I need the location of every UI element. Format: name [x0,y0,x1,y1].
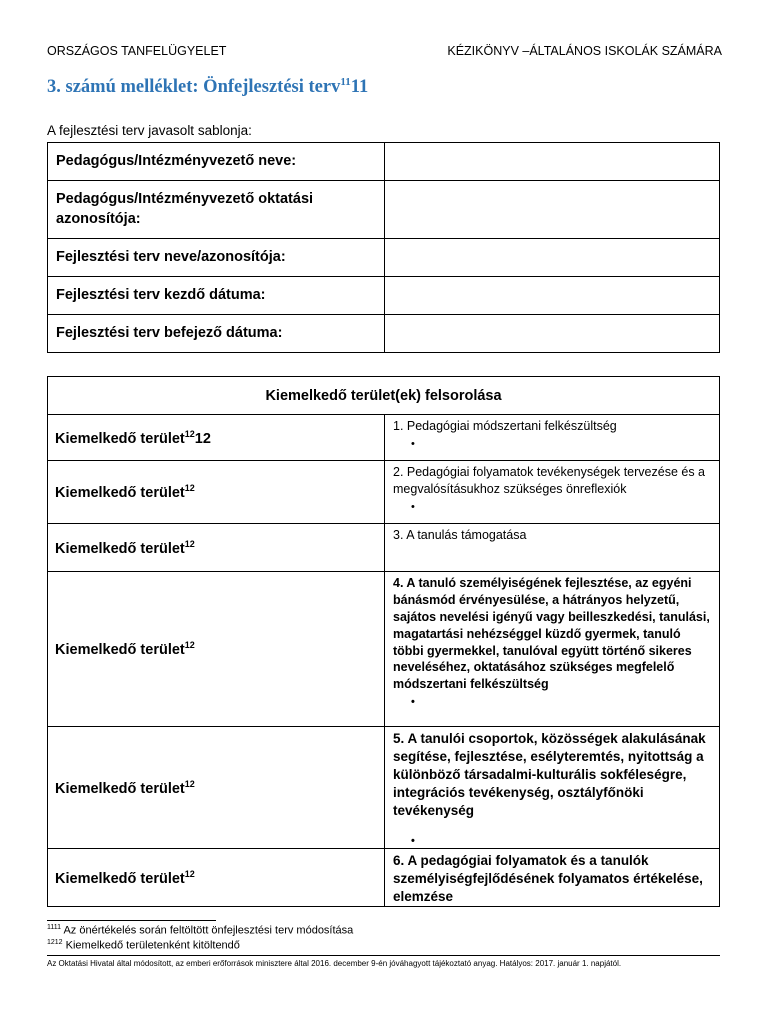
area-label: Kiemelkedő terület$^{12}$ [48,727,385,849]
bullet-icon: • [411,500,415,513]
area-description[interactable]: 1. Pedagógiai módszertani felkészültség • [385,415,720,461]
value-cell[interactable] [385,239,720,277]
area-description[interactable]: 4. A tanuló személyiségének fejlesztése, az egyéni bánásmód érvényesülése, a hátrányos helyzetű, sajátos nevelési igényű vagy beilleszkedési, tanulási, magatartási nehézséggel küzdő gyermek, tanuló többi gyermekkel, tanulóval együtt történő sikeres neveléséhez, oktatásához szükséges megfelelő módszertani felkészültség • [385,572,720,727]
table-row [48,524,720,572]
area-label: Kiemelkedő terület$^{12}$ [48,572,385,727]
footer-separator [47,955,720,956]
bullet-icon: • [411,437,415,450]
table-row [48,143,720,181]
footnote: $^{1111}$ Az önértékelés során feltöltött önfejlesztési terv módosítása [47,924,354,937]
page-footer: Az Oktatási Hivatal által módosított, az emberi erőforrások minisztere által 2016. december 9-én jóváhagyott tájékoztató anyag. Hatályos: 2017. január 1. napjától. [47,959,622,968]
table-row [48,181,720,239]
title-suffix: 11 [350,77,369,98]
row-label: Pedagógus/Intézményvezető neve: [48,143,385,181]
area-description[interactable]: 6. A pedagógiai folyamatok és a tanulók személyiségfejlődésének folyamatos értékelése, elemzése [385,849,720,907]
area-label: Kiemelkedő terület$^{12}$ [48,461,385,524]
row-label: Fejlesztési terv kezdő dátuma: [48,277,385,315]
value-cell[interactable] [385,277,720,315]
table-row [48,849,720,907]
bullet-icon: • [411,696,415,709]
table-row [48,315,720,353]
areas-table [47,376,720,907]
table-row [48,239,720,277]
table-header-row [48,377,720,415]
table-row [48,461,720,524]
table-row [48,415,720,461]
header-right: KÉZIKÖNYV –ÁLTALÁNOS ISKOLÁK SZÁMÁRA [447,44,722,58]
value-cell[interactable] [385,315,720,353]
table-row [48,277,720,315]
area-label: Kiemelkedő terület$^{12}$ [48,524,385,572]
area-description[interactable]: 5. A tanulói csoportok, közösségek alakulásának segítése, fejlesztése, esélyteremtés, nyitottság a különböző társadalmi-kulturális sokféleségre, integrációs tevékenység, osztályfőnöki tevékenység • [385,727,720,849]
row-label: Fejlesztési terv befejező dátuma: [48,315,385,353]
bullet-icon: • [411,834,415,847]
page-title [47,76,368,98]
title-footnote-mark: 11 [340,76,351,88]
table-row [48,572,720,727]
area-description[interactable]: 2. Pedagógiai folyamatok tevékenységek tervezése és a megvalósításukhoz szükséges önreflexiók • [385,461,720,524]
row-label: Pedagógus/Intézményvezető oktatási azonosítója: [48,181,385,239]
table-row [48,727,720,849]
value-cell[interactable] [385,143,720,181]
area-label: Kiemelkedő terület$^{12}$12 [48,415,385,461]
value-cell[interactable] [385,181,720,239]
footnote: $^{1212}$ Kiemelkedő területenként kitöltendő [47,939,240,952]
area-description[interactable]: 3. A tanulás támogatása [385,524,720,572]
header-left: ORSZÁGOS TANFELÜGYELET [47,44,227,58]
template-intro: A fejlesztési terv javasolt sablonja: [47,123,252,138]
footnote-separator [47,920,216,921]
areas-table-header: Kiemelkedő terület(ek) felsorolása [48,377,720,415]
row-label: Fejlesztési terv neve/azonosítója: [48,239,385,277]
title-text: 3. számú melléklet: Önfejlesztési terv [47,77,341,98]
area-label: Kiemelkedő terület$^{12}$ [48,849,385,907]
identity-table [47,142,720,353]
